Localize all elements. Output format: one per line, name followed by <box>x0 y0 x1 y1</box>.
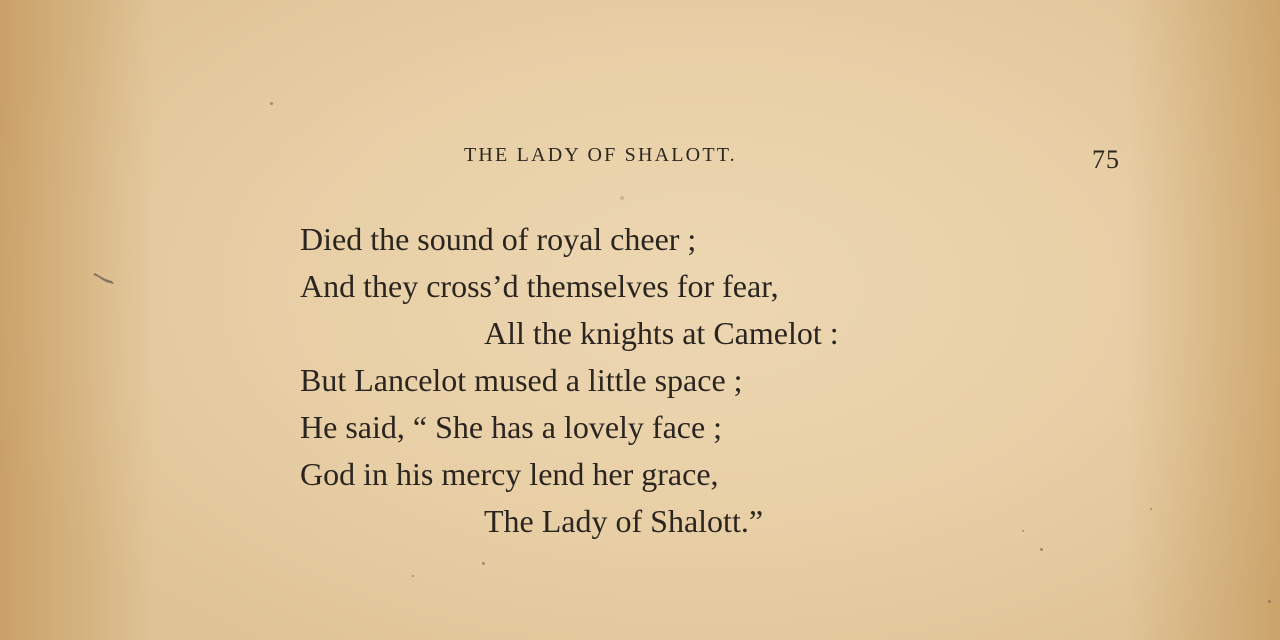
paper-speck <box>412 575 414 577</box>
running-title: THE LADY OF SHALOTT. <box>464 144 737 166</box>
page-number: 75 <box>1092 145 1120 174</box>
poem-line: And they cross’d themselves for fear, <box>300 268 779 304</box>
paper-speck <box>1040 548 1043 551</box>
paper-speck <box>482 562 485 565</box>
poem-line: Died the sound of royal cheer ; <box>300 221 697 257</box>
paper-speck <box>1022 530 1024 532</box>
paper-speck <box>1150 508 1152 510</box>
poem-line: The Lady of Shalott.” <box>484 503 764 539</box>
poem-line: God in his mercy lend her grace, <box>300 456 719 492</box>
poem-line: But Lancelot mused a little space ; <box>300 362 743 398</box>
poem-line: All the knights at Camelot : <box>484 315 839 351</box>
paper-speck <box>620 196 624 200</box>
poem-line: He said, “ She has a lovely face ; <box>300 409 723 445</box>
paper-speck <box>270 102 273 105</box>
poem-stanza <box>300 216 839 545</box>
margin-pencil-mark <box>92 272 116 286</box>
paper-speck <box>1268 600 1271 603</box>
